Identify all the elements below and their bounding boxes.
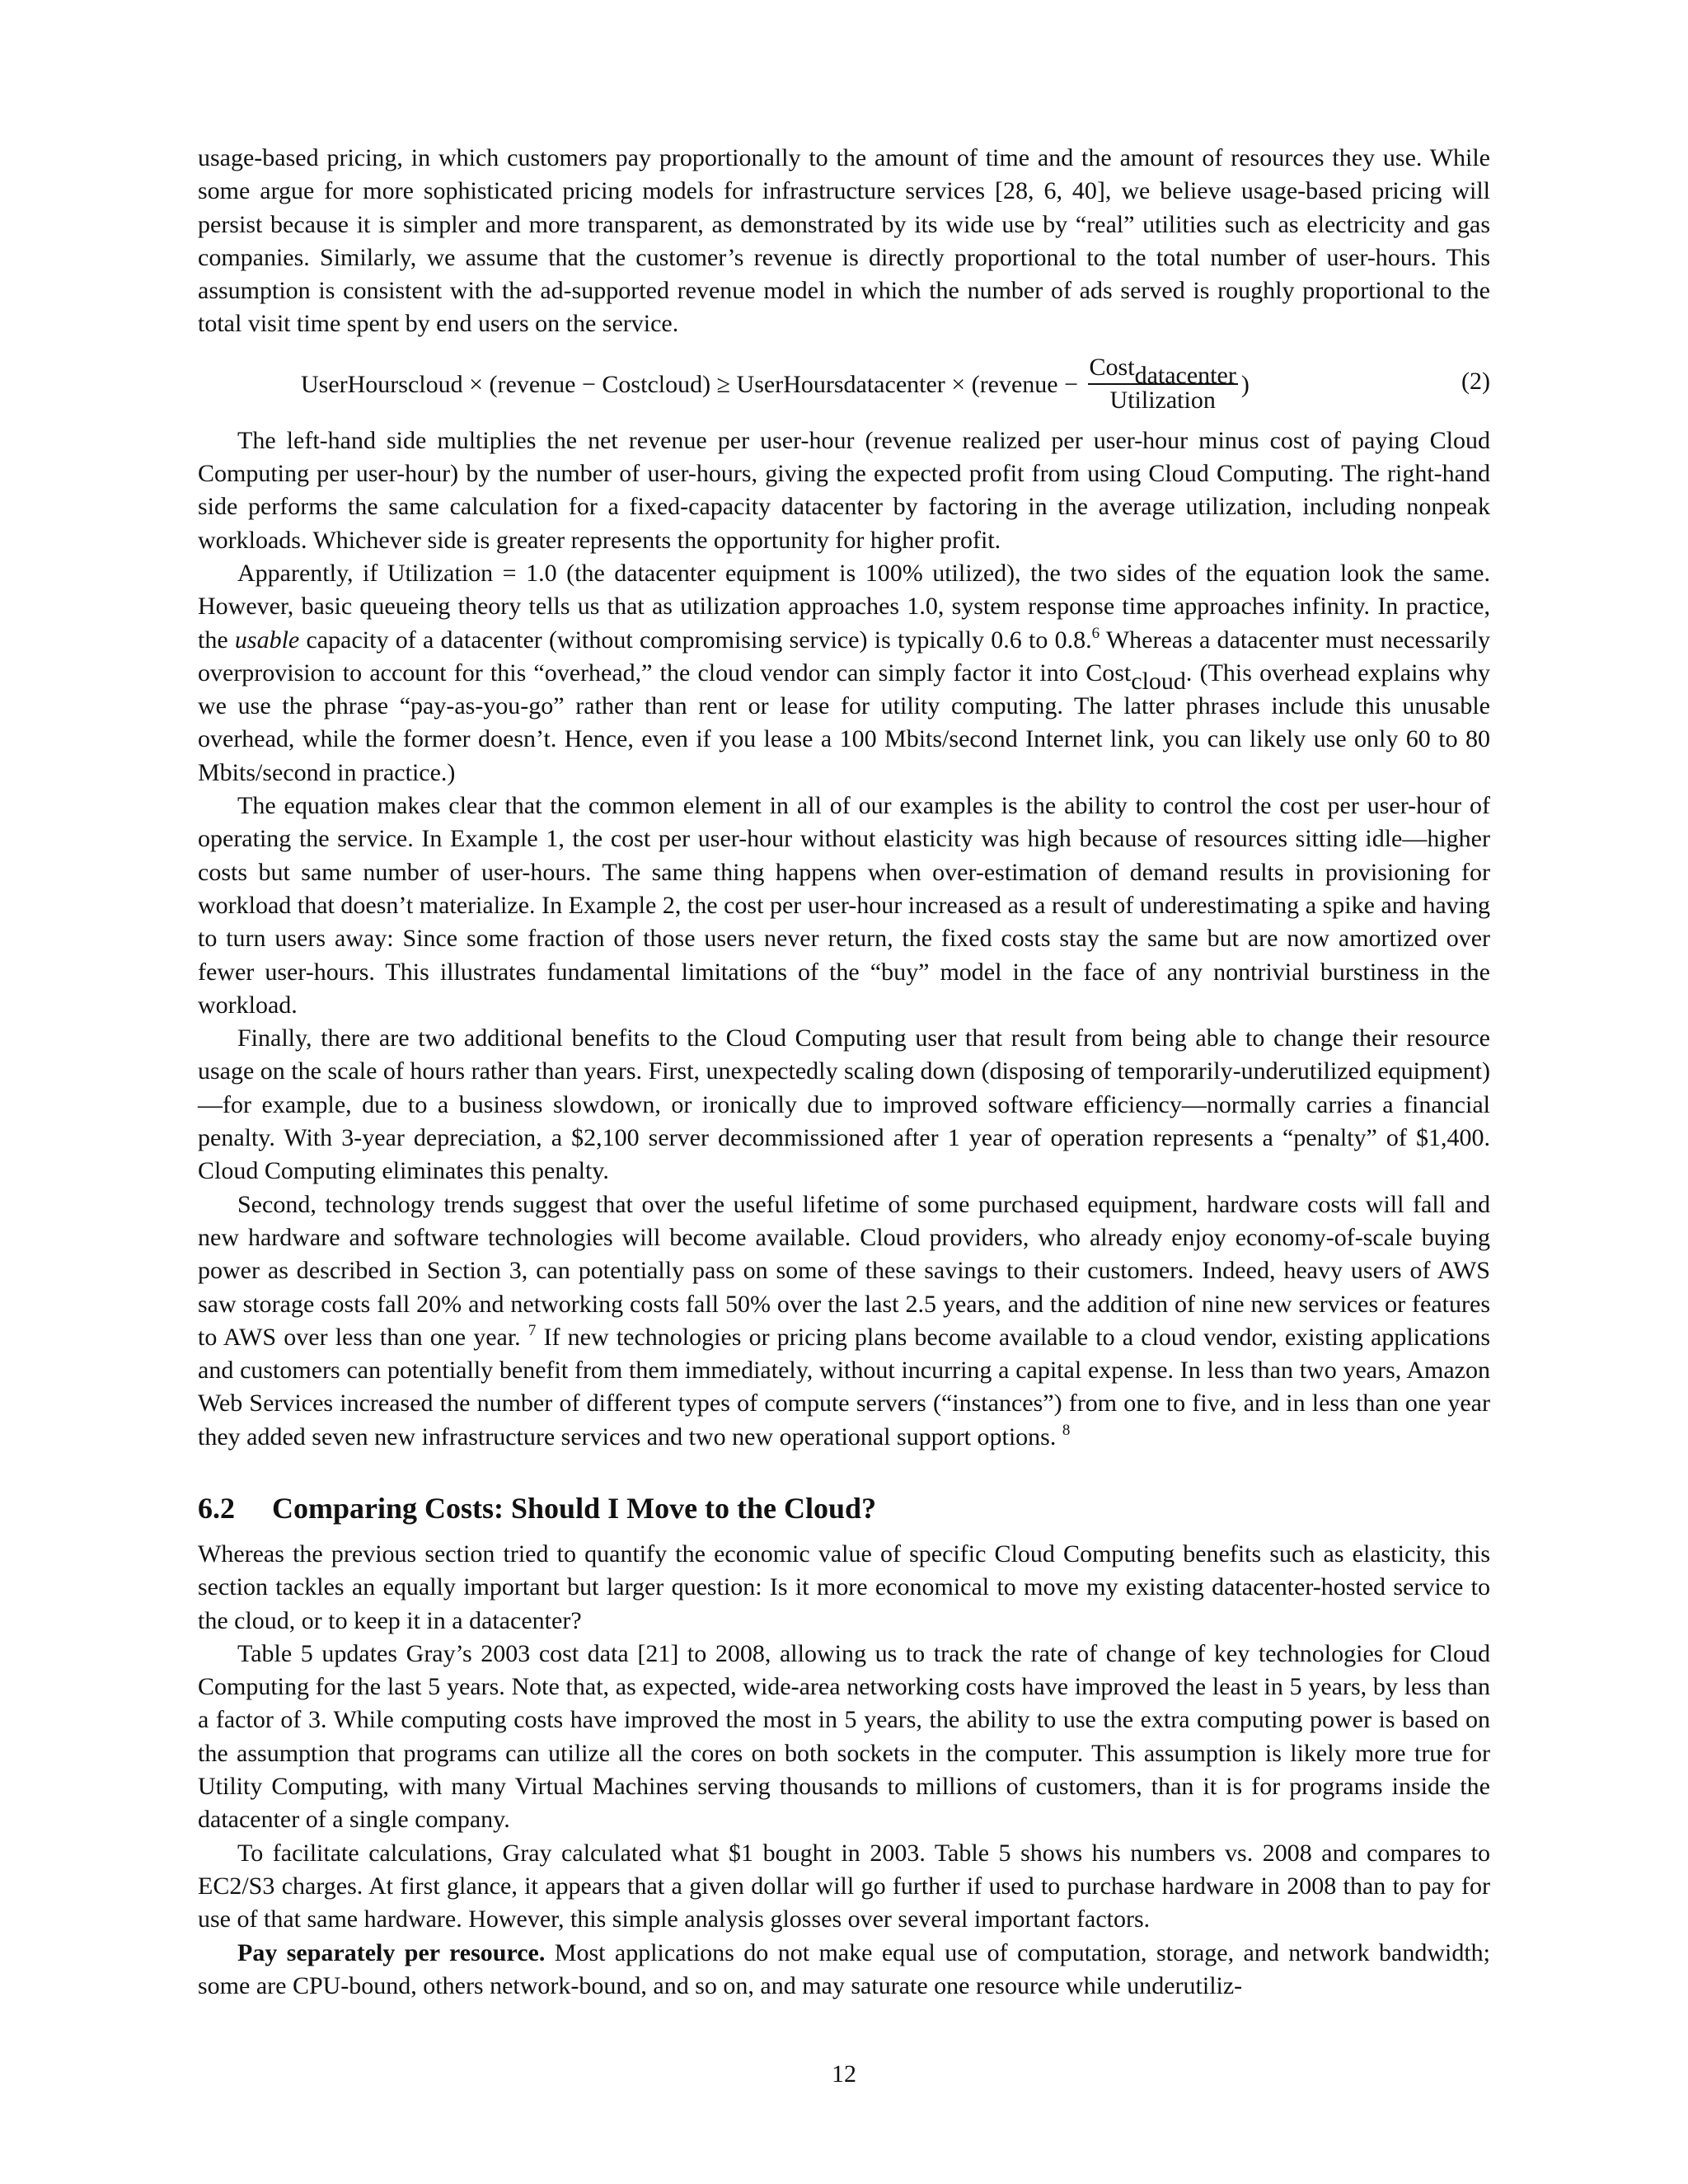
paragraph-pay-separately	[198, 1937, 1490, 2004]
eq-fraction-denominator: Utilization	[1109, 386, 1216, 414]
p3-sub-cloud: cloud	[1131, 667, 1186, 695]
page-body	[198, 142, 1490, 2003]
paragraph-technology-trends	[198, 1188, 1490, 1454]
paragraph-equation-makes-clear: The equation makes clear that the common element in all of our examples is the ability to control the cost per user-hour of operating the service. In Example 1, the cost per user-hour without elasticity was high because of resources sitting idle—higher costs but same number of user-hours. The same thing happens when over-estimation of demand results in provisioning for workload that doesn’t materialize. In Example 2, the cost per user-hour increased as a result of underestimating a spike and having to turn users away: Since some fraction of those users never return, the fixed costs stay the same but are now amortized over fewer user-hours. This illustrates fundamental limitations of the “buy” model in the face of any nontrivial burstiness in the workload.	[198, 792, 1490, 1019]
p10-text: Most applications do not make equal use of computation, storage, and network bandwidth; some are CPU-bound, others network-bound, and so on, and may saturate one resource while underutiliz-	[198, 1938, 1490, 1999]
p6-text-b: If new technologies or pricing plans become available to a cloud vendor, existing applications and customers can potentially benefit from them immediately, without incurring a capital expense. In less than two years, Amazon Web Services increased the number of different types of compute servers (“instances”) from one to five, and in less than one year they added seven new infrastructure services and two new operational support options.	[198, 1323, 1490, 1451]
equation-body: UserHours cloud × (revenue − Cost cloud ) ≥ UserHours datacenter × (revenue − $\frac{Cost_{datacenter}}{\text{Utilization}}$ )	[301, 353, 1250, 414]
section-heading	[198, 1488, 1490, 1528]
eq-frac-cost: Cost	[1089, 353, 1135, 381]
p3-text-a: Apparently, if Utilization = 1.0 (the datacenter equipment is 100% utilized), the two sides of the equation look the same. However, basic queueing theory tells us that as utilization approaches 1.0, system response time approaches infinity. In practice, the	[198, 559, 1490, 654]
equation-number: (2)	[1461, 367, 1490, 395]
page-number: 12	[832, 2060, 856, 2088]
p6-text-a: Second, technology trends suggest that over the useful lifetime of some purchased equipment, hardware costs will fall and new hardware and software technologies will become available. Cloud providers, who already enjoy economy-of-scale buying power as described in Section 3, can potentially pass on some of these savings to their customers. Indeed, heavy users of AWS saw storage costs fall 20% and networking costs fall 50% over the last 2.5 years, and the addition of nine new services or features to AWS over less than one year.	[198, 1190, 1490, 1351]
footnote-ref-8[interactable]: 8	[1062, 1421, 1071, 1439]
eq-fraction	[1088, 355, 1238, 415]
eq-rhs-revenue: × (revenue −	[945, 370, 1085, 398]
eq-fraction-numerator	[1088, 353, 1238, 389]
paragraph-left-hand-side: The left-hand side multiplies the net revenue per user-hour (revenue realized per user-hour minus cost of paying Cloud Computing per user-hour) by the number of user-hours, giving the expected profit from using Cloud Computing. The right-hand side performs the same calculation for a fixed-capacity datacenter by factoring in the average utilization, including nonpeak workloads. Whichever side is greater represents the opportunity for higher profit.	[198, 426, 1490, 554]
eq-lhs-revenue: × (revenue − Cost	[462, 370, 648, 398]
eq-close-paren: )	[1240, 370, 1250, 398]
paragraph-utilization	[198, 557, 1490, 790]
p3-text-c: Whereas a datacenter must necessarily overprovision to account for this “overhead,” the cloud vendor can simply factor it into Cost	[198, 626, 1490, 687]
section-title: Comparing Costs: Should I Move to the Cloud?	[272, 1491, 877, 1525]
paragraph-additional-benefits: Finally, there are two additional benefits to the Cloud Computing user that result from being able to change their resource usage on the scale of hours rather than years. First, unexpectedly scaling down (disposing of temporarily-underutilized equipment)—for example, due to a business slowdown, or ironically due to improved software efficiency—normally carries a financial penalty. With 3-year depreciation, a $2,100 server decommissioned after 1 year of operation represents a “penalty” of $1,400. Cloud Computing eliminates this penalty.	[198, 1024, 1490, 1185]
p3-text-b: capacity of a datacenter (without compromising service) is typically 0.6 to 0.8.	[299, 626, 1092, 654]
equation-2	[198, 346, 1490, 424]
section-number: 6.2	[198, 1491, 235, 1525]
p10-bold-lead: Pay separately per resource.	[237, 1938, 546, 1966]
paragraph-facilitate-calculations: To facilitate calculations, Gray calculated what $1 bought in 2003. Table 5 shows his numbers vs. 2008 and compares to EC2/S3 charges. At first glance, it appears that a given dollar will go further if used to purchase hardware in 2008 than to pay for use of that same hardware. However, this simple analysis glosses over several important factors.	[198, 1839, 1490, 1933]
paragraph-previous-section: Whereas the previous section tried to quantify the economic value of specific Cloud Computing benefits such as elasticity, this section tackles an equally important but larger question: Is it more economical to move my existing datacenter-hosted service to the cloud, or to keep it in a datacenter?	[198, 1540, 1490, 1634]
paragraph-table5-updates: Table 5 updates Gray’s 2003 cost data [21] to 2008, allowing us to track the rate of change of key technologies for Cloud Computing for the last 5 years. Note that, as expected, wide-area networking costs have improved the least in 5 years, by less than a factor of 3. While computing costs have improved the most in 5 years, the ability to use the extra computing power is based on the assumption that programs can utilize all the cores on both sockets in the computer. This assumption is likely more true for Utility Computing, with many Virtual Machines serving thousands to millions of customers, than it is for programs inside the datacenter of a single company.	[198, 1639, 1490, 1834]
eq-frac-sub-datacenter: datacenter	[1134, 361, 1236, 389]
eq-lhs-userhours: UserHours	[301, 370, 408, 398]
p3-text-d: . (This overhead explains why we use the phrase “pay-as-you-go” rather than rent or lease for utility computing. The latter phrases include this unusable overhead, while the former doesn’t. Hence, even if you lease a 100 Mbits/second Internet link, you can likely use only 60 to 80 Mbits/second in practice.)	[198, 658, 1491, 786]
eq-geq-userhours: ) ≥ UserHours	[702, 370, 844, 398]
footnote-ref-7[interactable]: 7	[528, 1321, 537, 1339]
footnote-ref-6[interactable]: 6	[1091, 624, 1100, 642]
p3-emphasis-usable: usable	[234, 626, 300, 654]
paragraph-usage-based-pricing: usage-based pricing, in which customers pay proportionally to the amount of time and the amount of resources they use. While some argue for more sophisticated pricing models for infrastructure services [28, 6, 40], we believe usage-based pricing will persist because it is simpler and more transparent, as demonstrated by its wide use by “real” utilities such as electricity and gas companies. Similarly, we assume that the customer’s revenue is directly proportional to the total number of user-hours. This assumption is consistent with the ad-supported revenue model in which the number of ads served is roughly proportional to the total visit time spent by end users on the service.	[198, 144, 1490, 338]
